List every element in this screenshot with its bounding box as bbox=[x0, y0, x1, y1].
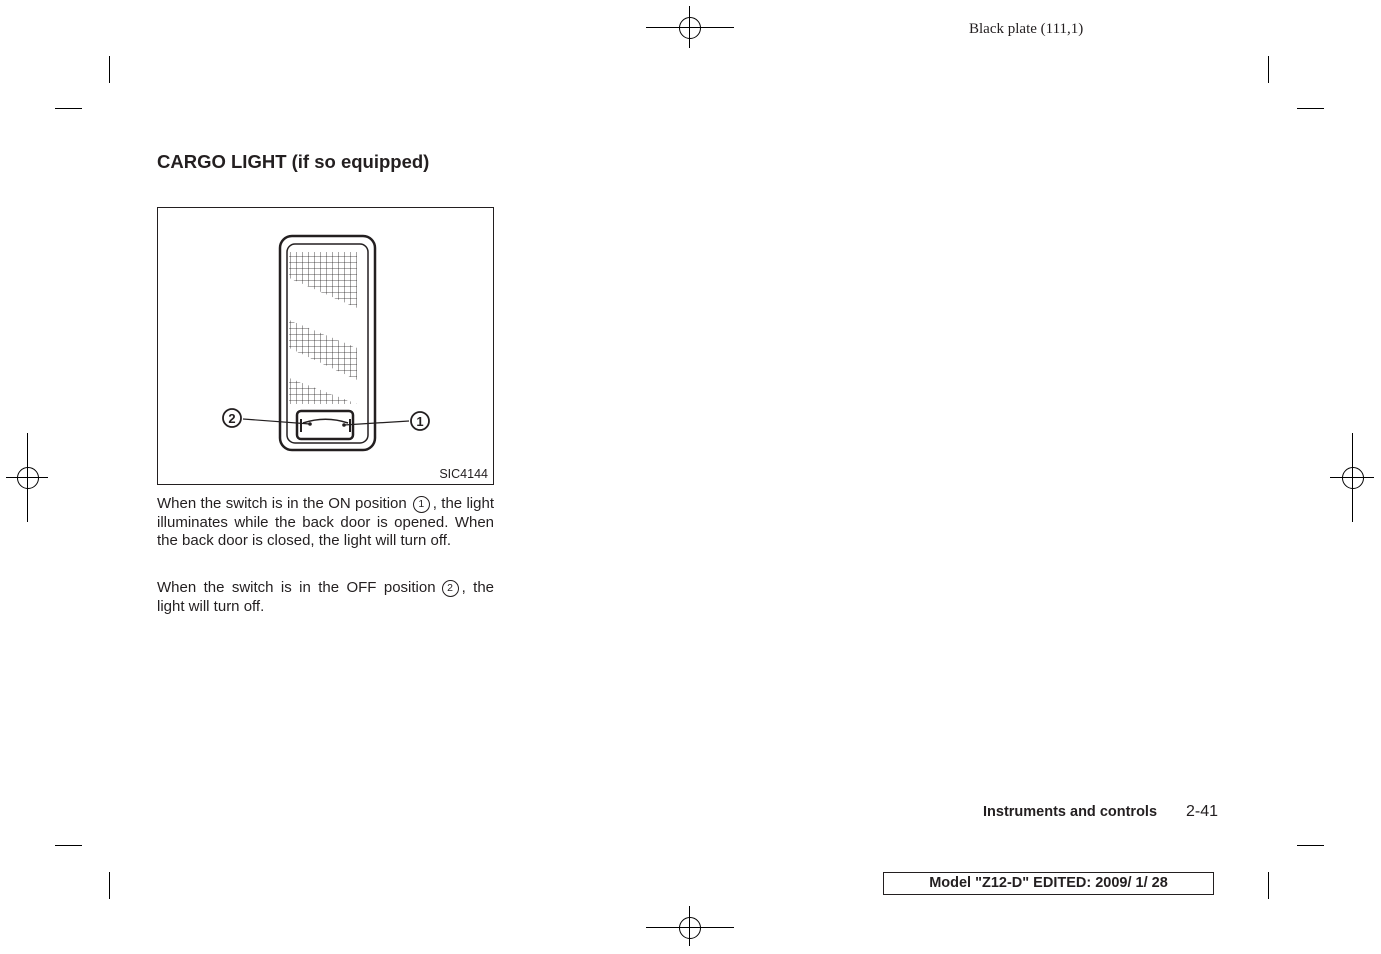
page-number: 2-41 bbox=[1186, 803, 1219, 820]
plate-label: Black plate (111,1) bbox=[969, 21, 1084, 37]
position-1-marker: 1 bbox=[413, 496, 430, 513]
bottom-registration-circle bbox=[679, 917, 701, 939]
model-edited-label: Model "Z12-D" EDITED: 2009/ 1/ 28 bbox=[883, 872, 1214, 895]
section-heading: CARGO LIGHT (if so equipped) bbox=[157, 151, 430, 172]
top-registration-circle bbox=[679, 17, 701, 39]
svg-text:1: 1 bbox=[416, 414, 424, 429]
figure-code: SIC4144 bbox=[439, 467, 488, 481]
svg-text:2: 2 bbox=[228, 411, 236, 426]
callout-1 bbox=[411, 412, 429, 430]
paragraph-off-text-end: , the light will turn off. bbox=[157, 579, 494, 615]
paragraph-off-position bbox=[157, 579, 494, 616]
paragraph-on-text-end: , the light illuminates while the back door is opened. When the back door is closed, the light will turn off. bbox=[157, 495, 494, 549]
paragraph-off-text-start: When the switch is in the OFF position bbox=[157, 579, 436, 596]
paragraph-on-position bbox=[157, 495, 494, 551]
lens-pattern bbox=[289, 252, 357, 404]
right-registration-circle bbox=[1342, 467, 1364, 489]
paragraph-on-text-start: When the switch is in the ON position bbox=[157, 495, 407, 512]
cargo-light-illustration bbox=[158, 208, 493, 484]
position-2-marker: 2 bbox=[442, 580, 459, 597]
left-registration-circle bbox=[17, 467, 39, 489]
callout-2 bbox=[223, 409, 241, 427]
footer-section-title: Instruments and controls bbox=[983, 804, 1158, 820]
cargo-light-figure bbox=[157, 207, 494, 485]
